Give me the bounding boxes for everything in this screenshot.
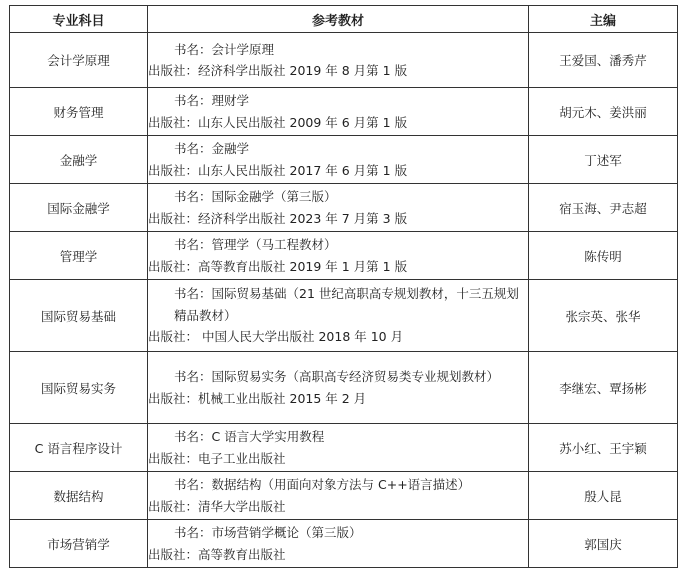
- table-header-row: [10, 6, 678, 33]
- table-row: [10, 472, 678, 520]
- table-row: [10, 424, 678, 472]
- book-title-line: [148, 186, 528, 208]
- textbook-cell: [148, 136, 529, 184]
- book-title: 国际贸易实务（高职高专经济贸易类专业规划教材）: [211, 369, 500, 384]
- book-title-line: [148, 39, 528, 61]
- book-title: 国际贸易基础（21 世纪高职高专规划教材，十三五规划精品教材）: [174, 286, 519, 323]
- book-title: 金融学: [211, 141, 250, 156]
- publisher-name: 高等教育出版社: [198, 546, 286, 562]
- subject-cell: 国际贸易基础: [10, 280, 148, 352]
- book-label: 书名：: [174, 286, 212, 302]
- publisher-line: [148, 160, 528, 182]
- editor-cell: 胡元木、姜洪丽: [529, 88, 678, 136]
- publisher-name: 机械工业出版社 2015 年 2 月: [198, 390, 367, 406]
- textbook-cell: [148, 184, 529, 232]
- publisher-name: 高等教育出版社 2019 年 1 月第 1 版: [198, 258, 408, 274]
- table-row: [10, 520, 678, 568]
- textbook-cell: [148, 472, 529, 520]
- subject-cell: 财务管理: [10, 88, 148, 136]
- book-title-line: [148, 138, 528, 160]
- publisher-line: [148, 208, 528, 230]
- textbook-cell: [148, 520, 529, 568]
- table-row: [10, 33, 678, 88]
- book-label: 书名：: [174, 237, 212, 252]
- publisher-name: 山东人民出版社 2017 年 6 月第 1 版: [198, 162, 408, 178]
- editor-cell: 苏小红、王宇颖: [529, 424, 678, 472]
- textbook-cell: [148, 88, 529, 136]
- book-label: 书名：: [174, 41, 212, 57]
- textbook-cell: [148, 232, 529, 280]
- subject-cell: 市场营销学: [10, 520, 148, 568]
- textbook-cell: [148, 424, 529, 472]
- book-title-line: [148, 283, 528, 326]
- publisher-label: 出版社：: [148, 162, 199, 178]
- table-row: [10, 184, 678, 232]
- book-title-line: [148, 474, 528, 496]
- book-label: 书名：: [174, 525, 212, 540]
- publisher-line: [148, 388, 528, 410]
- header-subject: 专业科目: [10, 6, 148, 33]
- subject-cell: C 语言程序设计: [10, 424, 148, 472]
- publisher-label: 出版社：: [148, 498, 199, 514]
- publisher-label: 出版社：: [148, 546, 199, 562]
- publisher-name: 中国人民大学出版社 2018 年 10 月: [198, 329, 404, 345]
- table-row: [10, 232, 678, 280]
- textbook-cell: [148, 280, 529, 352]
- editor-cell: 张宗英、张华: [529, 280, 678, 352]
- textbook-cell: [148, 352, 529, 424]
- publisher-label: 出版社：: [148, 210, 199, 226]
- book-title: 市场营销学概论（第三版）: [211, 525, 362, 540]
- publisher-line: [148, 496, 528, 518]
- subject-cell: 管理学: [10, 232, 148, 280]
- publisher-label: 出版社：: [148, 450, 199, 466]
- editor-cell: 李继宏、覃扬彬: [529, 352, 678, 424]
- publisher-label: 出版社：: [148, 258, 199, 274]
- subject-cell: 金融学: [10, 136, 148, 184]
- book-title-line: [148, 234, 528, 256]
- publisher-name: 清华大学出版社: [198, 498, 286, 514]
- subject-cell: 会计学原理: [10, 33, 148, 88]
- book-title-line: [148, 522, 528, 544]
- book-label: 书名：: [174, 477, 212, 492]
- book-label: 书名：: [174, 93, 212, 108]
- table-row: [10, 88, 678, 136]
- book-title: 会计学原理: [211, 41, 275, 57]
- book-title: C 语言大学实用教程: [211, 429, 325, 444]
- publisher-line: [148, 256, 528, 278]
- book-label: 书名：: [174, 369, 212, 384]
- table-row: [10, 352, 678, 424]
- header-textbook: 参考教材: [148, 6, 529, 33]
- book-title-line: [148, 426, 528, 448]
- editor-cell: 郭国庆: [529, 520, 678, 568]
- publisher-line: [148, 326, 528, 348]
- book-label: 书名：: [174, 189, 212, 204]
- subject-cell: 国际贸易实务: [10, 352, 148, 424]
- book-title-line: [148, 366, 528, 388]
- reference-textbook-table: [9, 5, 678, 568]
- book-title: 理财学: [211, 93, 250, 108]
- publisher-label: 出版社：: [148, 114, 199, 130]
- textbook-cell: [148, 33, 529, 88]
- publisher-line: [148, 544, 528, 566]
- subject-cell: 国际金融学: [10, 184, 148, 232]
- table-row: [10, 280, 678, 352]
- publisher-name: 经济科学出版社 2019 年 8 月第 1 版: [198, 63, 408, 78]
- publisher-name: 电子工业出版社: [198, 450, 286, 466]
- editor-cell: 宿玉海、尹志超: [529, 184, 678, 232]
- publisher-name: 经济科学出版社 2023 年 7 月第 3 版: [198, 210, 408, 226]
- book-label: 书名：: [174, 141, 212, 156]
- editor-cell: 殷人昆: [529, 472, 678, 520]
- book-title: 国际金融学（第三版）: [211, 189, 337, 204]
- publisher-line: [148, 112, 528, 134]
- book-title: 管理学（马工程教材）: [211, 237, 337, 252]
- publisher-line: [148, 448, 528, 470]
- editor-cell: 陈传明: [529, 232, 678, 280]
- publisher-line: [148, 60, 528, 82]
- publisher-name: 山东人民出版社 2009 年 6 月第 1 版: [198, 114, 408, 130]
- book-title-line: [148, 90, 528, 112]
- table-row: [10, 136, 678, 184]
- table-body: [10, 33, 678, 568]
- publisher-label: 出版社：: [148, 63, 199, 78]
- book-label: 书名：: [174, 429, 212, 444]
- header-editor: 主编: [529, 6, 678, 33]
- publisher-label: 出版社：: [148, 390, 199, 406]
- publisher-label: 出版社：: [148, 329, 199, 345]
- subject-cell: 数据结构: [10, 472, 148, 520]
- book-title: 数据结构（用面向对象方法与 C++语言描述）: [211, 477, 471, 492]
- editor-cell: 王爱国、潘秀芹: [529, 33, 678, 88]
- editor-cell: 丁述军: [529, 136, 678, 184]
